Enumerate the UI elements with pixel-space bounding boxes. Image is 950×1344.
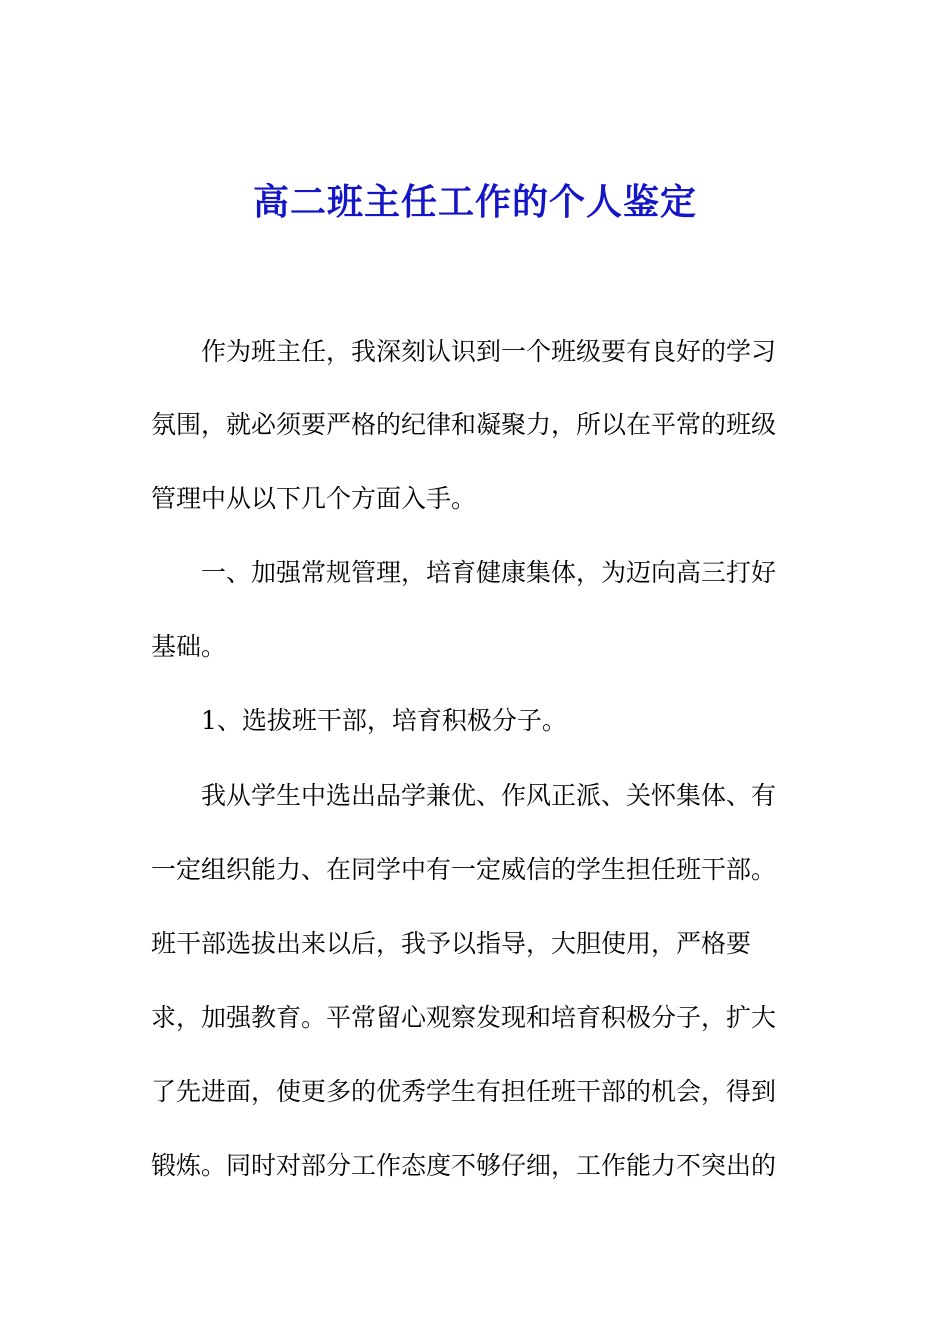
paragraph-line: 一定组织能力、在同学中有一定威信的学生担任班干部。 <box>151 855 777 884</box>
paragraph-line: 班干部选拔出来以后，我予以指导，大胆使用，严格要 <box>151 929 752 958</box>
paragraph-line: 氛围，就必须要严格的纪律和凝聚力，所以在平常的班级 <box>151 410 777 439</box>
document-title: 高二班主任工作的个人鉴定 <box>252 181 697 223</box>
paragraph-line: 了先进面，使更多的优秀学生有担任班干部的机会，得到 <box>151 1077 777 1106</box>
paragraph-line: 管理中从以下几个方面入手。 <box>151 484 477 513</box>
paragraph-line: 基础。 <box>151 632 227 661</box>
paragraph-line: 求，加强教育。平常留心观察发现和培育积极分子，扩大 <box>151 1003 777 1032</box>
paragraph-line: 一、加强常规管理，培育健康集体，为迈向高三打好 <box>201 558 777 587</box>
paragraph-line: 作为班主任，我深刻认识到一个班级要有良好的学习 <box>201 337 777 366</box>
paragraph-line: 锻炼。同时对部分工作态度不够仔细，工作能力不突出的 <box>151 1151 777 1180</box>
paragraph-line: 我从学生中选出品学兼优、作风正派、关怀集体、有 <box>201 781 777 810</box>
paragraph-line: 1、选拔班干部，培育积极分子。 <box>201 706 567 735</box>
